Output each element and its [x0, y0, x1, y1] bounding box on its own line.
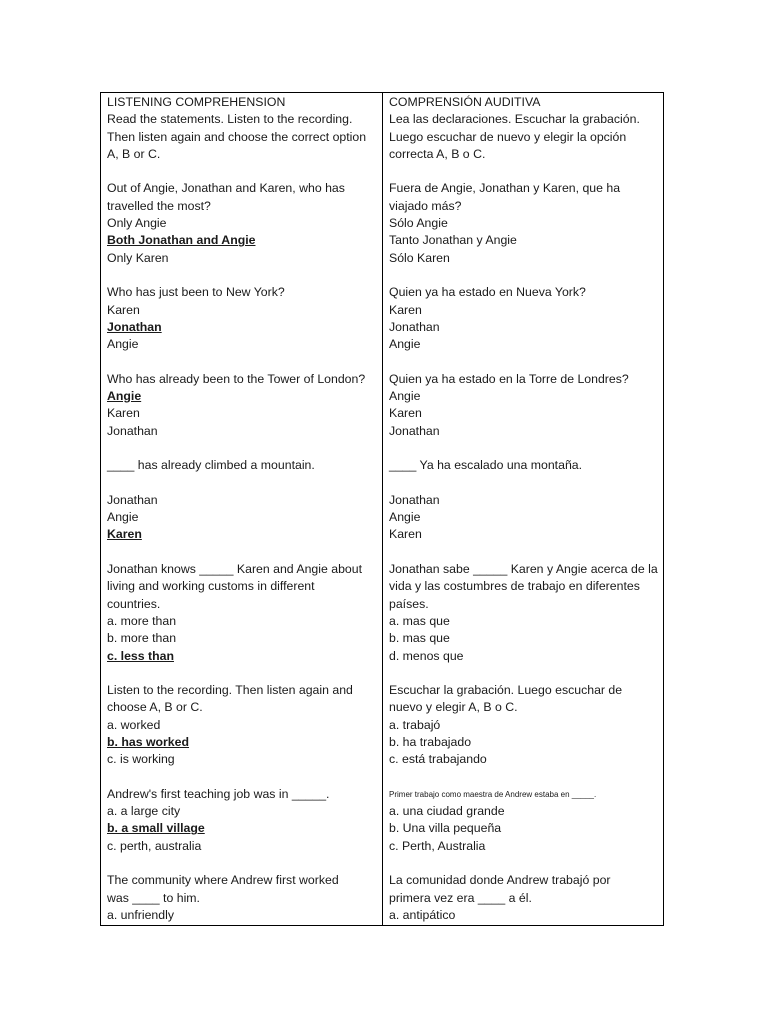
correct-answer-option: b. has worked	[107, 734, 190, 749]
answer-option: Angie	[389, 389, 421, 404]
question-text: Primer trabajo como maestra de Andrew estaba en _____.	[389, 789, 597, 799]
instructions-line: Read the statements. Listen to the recording.	[107, 112, 353, 127]
question-text: travelled the most?	[107, 198, 211, 213]
question-text: The community where Andrew first worked	[107, 873, 339, 888]
instructions-line: Luego escuchar de nuevo y elegir la opción	[389, 129, 627, 144]
answer-option: Karen	[107, 302, 140, 317]
question-text: Quien ya ha estado en Nueva York?	[389, 285, 586, 300]
answer-option: Jonathan	[107, 423, 158, 438]
question-text: Who has already been to the Tower of London?	[107, 371, 366, 386]
instructions-line: Lea las declaraciones. Escuchar la grabación.	[389, 112, 640, 127]
answer-option: a. more than	[107, 613, 177, 628]
question-text: nuevo y elegir A, B o C.	[389, 700, 518, 715]
answer-option: b. Una villa pequeña	[389, 821, 502, 836]
question-text: Escuchar la grabación. Luego escuchar de	[389, 683, 623, 698]
question-text: primera vez era ____ a él.	[389, 890, 532, 905]
answer-option: a. unfriendly	[107, 907, 174, 922]
answer-option: Karen	[389, 527, 422, 542]
answer-option: a. worked	[107, 717, 161, 732]
answer-option: Karen	[107, 406, 140, 421]
spanish-column	[383, 93, 663, 925]
bilingual-table	[100, 92, 664, 926]
instructions-line: A, B or C.	[107, 146, 161, 161]
answer-option: Angie	[107, 337, 139, 352]
answer-option: Angie	[107, 510, 139, 525]
question-text: Quien ya ha estado en la Torre de Londres?	[389, 371, 629, 386]
instructions-line: Then listen again and choose the correct option	[107, 129, 367, 144]
correct-answer-option: Angie	[107, 389, 142, 404]
correct-answer-option: Jonathan	[107, 319, 162, 334]
answer-option: Sólo Karen	[389, 250, 450, 265]
answer-option: Jonathan	[389, 319, 440, 334]
english-column	[101, 93, 383, 925]
answer-option: Sólo Angie	[389, 216, 448, 231]
question-text: Listen to the recording. Then listen again and	[107, 683, 353, 698]
column-header: COMPRENSIÓN AUDITIVA	[389, 95, 541, 109]
correct-answer-option: Both Jonathan and Angie	[107, 233, 256, 248]
answer-option: d. menos que	[389, 648, 464, 663]
answer-option: c. Perth, Australia	[389, 838, 486, 853]
answer-option: a. a large city	[107, 804, 181, 819]
answer-option: c. está trabajando	[389, 752, 487, 767]
question-text: was ____ to him.	[107, 890, 200, 905]
answer-option: c. perth, australia	[107, 838, 202, 853]
question-text: living and working customs in different	[107, 579, 315, 594]
answer-option: b. ha trabajado	[389, 734, 472, 749]
answer-option: Jonathan	[107, 492, 158, 507]
answer-option: Jonathan	[389, 492, 440, 507]
answer-option: Karen	[389, 302, 422, 317]
question-text: Jonathan knows _____ Karen and Angie about	[107, 562, 363, 577]
answer-option: a. trabajó	[389, 717, 441, 732]
answer-option: a. mas que	[389, 613, 450, 628]
question-text: Andrew's first teaching job was in _____.	[107, 786, 330, 801]
question-text: Fuera de Angie, Jonathan y Karen, que ha	[389, 181, 621, 196]
answer-option: Tanto Jonathan y Angie	[389, 233, 517, 248]
column-header: LISTENING COMPREHENSION	[107, 95, 286, 109]
answer-option: b. mas que	[389, 631, 450, 646]
answer-option: a. antipático	[389, 907, 456, 922]
correct-answer-option: c. less than	[107, 648, 174, 663]
correct-answer-option: Karen	[107, 527, 142, 542]
answer-option: Only Angie	[107, 216, 167, 231]
question-text: Who has just been to New York?	[107, 285, 285, 300]
question-text: Out of Angie, Jonathan and Karen, who has	[107, 181, 345, 196]
question-text: ____ Ya ha escalado una montaña.	[389, 458, 583, 473]
question-text: ____ has already climbed a mountain.	[107, 458, 315, 473]
question-text: vida y las costumbres de trabajo en diferentes	[389, 579, 640, 594]
question-text: La comunidad donde Andrew trabajó por	[389, 873, 611, 888]
answer-option: Jonathan	[389, 423, 440, 438]
answer-option: Angie	[389, 337, 421, 352]
question-text: Jonathan sabe _____ Karen y Angie acerca de la	[389, 562, 658, 577]
answer-option: b. more than	[107, 631, 177, 646]
answer-option: Angie	[389, 510, 421, 525]
question-text: countries.	[107, 596, 161, 611]
answer-option: Karen	[389, 406, 422, 421]
answer-option: c. is working	[107, 752, 175, 767]
question-text: países.	[389, 596, 429, 611]
instructions-line: correcta A, B o C.	[389, 146, 486, 161]
correct-answer-option: b. a small village	[107, 821, 205, 836]
question-text: viajado más?	[389, 198, 462, 213]
question-text: choose A, B or C.	[107, 700, 203, 715]
answer-option: a. una ciudad grande	[389, 804, 505, 819]
answer-option: Only Karen	[107, 250, 169, 265]
